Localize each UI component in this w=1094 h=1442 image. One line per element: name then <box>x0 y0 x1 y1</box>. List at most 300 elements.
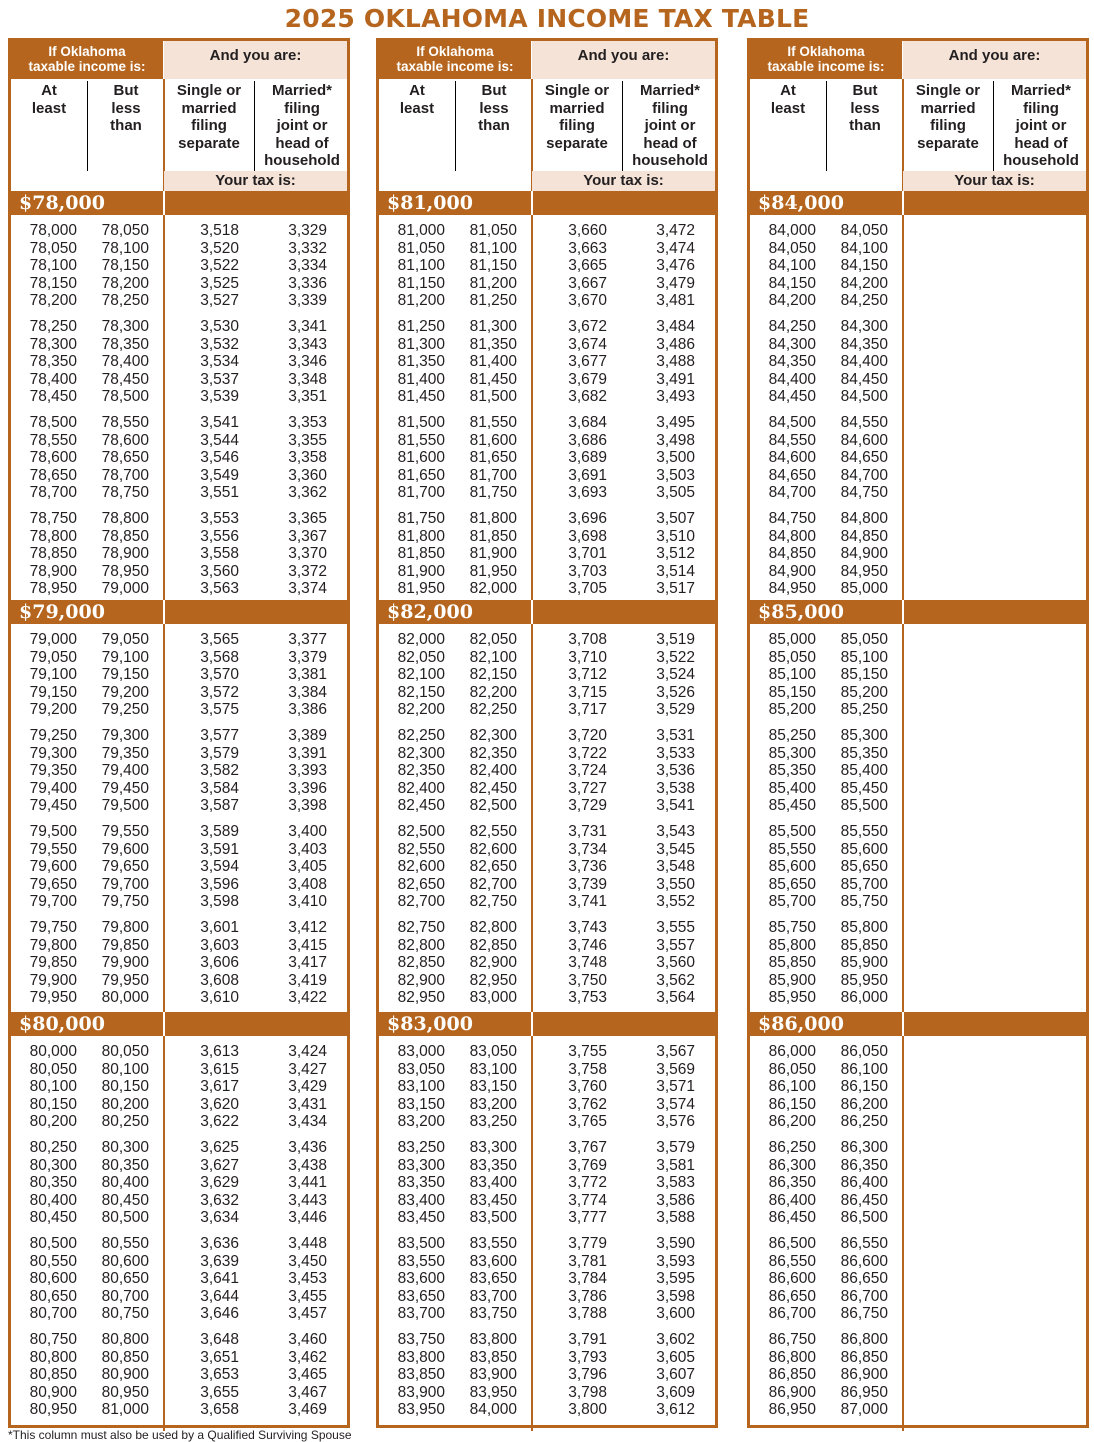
col-header-line: joint or <box>276 117 328 134</box>
but-less-than-cell: 85,200 <box>840 683 888 701</box>
married-tax-cell: 3,522 <box>656 648 695 666</box>
col-header-at-least <box>750 79 826 191</box>
table-row <box>379 545 715 563</box>
table-row <box>11 989 347 1007</box>
single-tax-cell: 3,786 <box>568 1287 607 1305</box>
at-least-cell: 82,650 <box>397 875 445 893</box>
but-less-than-cell: 85,000 <box>840 580 888 598</box>
at-least-cell: 80,150 <box>29 1095 77 1113</box>
income-band-label: $83,000 <box>387 1013 473 1035</box>
but-less-than-cell: 81,450 <box>469 370 517 388</box>
at-least-cell: 84,350 <box>768 353 816 371</box>
at-least-cell: 81,150 <box>397 274 445 292</box>
single-tax-cell: 3,527 <box>200 292 239 310</box>
single-tax-cell: 3,608 <box>200 971 239 989</box>
col-header-line: less <box>479 99 509 117</box>
header-divider <box>87 81 88 171</box>
table-row <box>379 1209 715 1227</box>
row-group <box>379 631 715 719</box>
at-least-cell: 81,600 <box>397 449 445 467</box>
but-less-than-cell: 79,300 <box>101 727 149 744</box>
but-less-than-cell: 84,200 <box>840 274 888 292</box>
at-least-cell: 78,600 <box>29 449 77 467</box>
col-header-line: married <box>920 99 976 117</box>
married-tax-cell: 3,400 <box>288 823 327 840</box>
at-least-cell: 86,300 <box>768 1156 816 1174</box>
table-row <box>11 449 347 467</box>
at-least-cell: 84,700 <box>768 484 816 502</box>
single-tax-cell: 3,625 <box>200 1139 239 1156</box>
single-tax-cell: 3,696 <box>568 510 607 527</box>
single-tax-cell: 3,722 <box>568 744 607 762</box>
at-least-cell: 79,200 <box>29 701 77 719</box>
row-group <box>11 1331 347 1419</box>
married-tax-cell: 3,526 <box>656 683 695 701</box>
table-row <box>11 371 347 389</box>
at-least-cell: 79,100 <box>29 666 77 684</box>
col-header-line: filing <box>1023 99 1059 117</box>
taxable-income-heading <box>11 41 163 79</box>
at-least-cell: 84,450 <box>768 388 816 406</box>
married-tax-cell: 3,334 <box>288 257 327 275</box>
but-less-than-cell: 85,400 <box>840 762 888 780</box>
table-row <box>11 528 347 546</box>
married-tax-cell: 3,381 <box>288 666 327 684</box>
income-band-label: $78,000 <box>19 192 105 214</box>
taxable-income-heading-line: If Oklahoma <box>416 44 494 59</box>
single-tax-cell: 3,684 <box>568 414 607 431</box>
header-divider <box>622 81 623 171</box>
at-least-cell: 83,550 <box>397 1252 445 1270</box>
but-less-than-cell: 85,050 <box>840 631 888 648</box>
table-row <box>750 1349 1086 1367</box>
at-least-cell: 79,050 <box>29 648 77 666</box>
married-tax-cell: 3,410 <box>288 893 327 911</box>
at-least-cell: 78,200 <box>29 292 77 310</box>
at-least-cell: 82,300 <box>397 744 445 762</box>
at-least-cell: 83,600 <box>397 1270 445 1288</box>
but-less-than-cell: 85,900 <box>840 954 888 972</box>
table-row <box>379 240 715 258</box>
at-least-cell: 81,100 <box>397 257 445 275</box>
at-least-cell: 85,850 <box>768 954 816 972</box>
but-less-than-cell: 81,350 <box>469 335 517 353</box>
married-tax-cell: 3,574 <box>656 1095 695 1113</box>
but-less-than-cell: 79,900 <box>101 954 149 972</box>
married-tax-cell: 3,415 <box>288 936 327 954</box>
table-row <box>379 745 715 763</box>
table-row <box>11 649 347 667</box>
single-tax-cell: 3,575 <box>200 701 239 719</box>
col-header-line: filing <box>559 117 595 134</box>
table-row <box>11 388 347 406</box>
table-row <box>379 580 715 598</box>
married-tax-cell: 3,329 <box>288 222 327 239</box>
single-tax-cell: 3,594 <box>200 858 239 876</box>
table-row <box>11 1349 347 1367</box>
at-least-cell: 84,400 <box>768 370 816 388</box>
at-least-cell: 84,250 <box>768 318 816 335</box>
but-less-than-cell: 80,550 <box>101 1235 149 1252</box>
single-tax-cell: 3,793 <box>568 1348 607 1366</box>
married-tax-cell: 3,484 <box>656 318 695 335</box>
page-title: 2025 OKLAHOMA INCOME TAX TABLE <box>284 4 810 33</box>
single-tax-cell: 3,715 <box>568 683 607 701</box>
married-tax-cell: 3,552 <box>656 893 695 911</box>
tax-table-panel <box>376 38 718 1428</box>
row-group <box>11 919 347 1007</box>
but-less-than-cell: 83,050 <box>469 1043 517 1060</box>
but-less-than-cell: 80,100 <box>101 1060 149 1078</box>
but-less-than-cell: 87,000 <box>840 1401 888 1419</box>
married-tax-cell: 3,569 <box>656 1060 695 1078</box>
at-least-cell: 83,500 <box>397 1235 445 1252</box>
table-row <box>11 1192 347 1210</box>
at-least-cell: 80,350 <box>29 1174 77 1192</box>
at-least-cell: 79,600 <box>29 858 77 876</box>
at-least-cell: 78,500 <box>29 414 77 431</box>
col-header-line: Single or <box>176 82 242 99</box>
married-tax-cell: 3,362 <box>288 484 327 502</box>
married-tax-cell: 3,581 <box>656 1156 695 1174</box>
but-less-than-cell: 86,450 <box>840 1191 888 1209</box>
married-tax-cell: 3,467 <box>288 1383 327 1401</box>
table-row <box>379 727 715 745</box>
table-header <box>11 41 347 191</box>
but-less-than-cell: 84,350 <box>840 335 888 353</box>
but-less-than-cell: 82,000 <box>469 580 517 598</box>
table-row <box>750 762 1086 780</box>
married-tax-cell: 3,446 <box>288 1209 327 1227</box>
single-tax-cell: 3,579 <box>200 744 239 762</box>
table-row <box>11 1384 347 1402</box>
at-least-cell: 79,950 <box>29 989 77 1007</box>
at-least-cell: 79,400 <box>29 779 77 797</box>
married-tax-cell: 3,403 <box>288 840 327 858</box>
but-less-than-cell: 83,900 <box>469 1366 517 1384</box>
single-tax-cell: 3,798 <box>568 1383 607 1401</box>
row-group <box>379 1139 715 1227</box>
but-less-than-cell: 81,850 <box>469 527 517 545</box>
married-tax-cell: 3,593 <box>656 1252 695 1270</box>
your-tax-heading: Your tax is: <box>532 171 715 191</box>
single-tax-cell: 3,615 <box>200 1060 239 1078</box>
single-tax-cell: 3,518 <box>200 222 239 239</box>
at-least-cell: 83,950 <box>397 1401 445 1419</box>
but-less-than-cell: 82,500 <box>469 797 517 815</box>
table-row <box>11 484 347 502</box>
but-less-than-cell: 86,750 <box>840 1305 888 1323</box>
but-less-than-cell: 81,600 <box>469 431 517 449</box>
but-less-than-cell: 80,350 <box>101 1156 149 1174</box>
at-least-cell: 83,400 <box>397 1191 445 1209</box>
but-less-than-cell: 85,750 <box>840 893 888 911</box>
table-row <box>379 954 715 972</box>
married-tax-cell: 3,367 <box>288 527 327 545</box>
but-less-than-cell: 84,700 <box>840 466 888 484</box>
but-less-than-cell: 80,600 <box>101 1252 149 1270</box>
table-row <box>750 1270 1086 1288</box>
single-tax-cell: 3,610 <box>200 989 239 1007</box>
col-header-line: But <box>113 82 139 99</box>
col-header-line: head of <box>275 134 329 152</box>
at-least-cell: 78,050 <box>29 239 77 257</box>
single-tax-cell: 3,660 <box>568 222 607 239</box>
but-less-than-cell: 84,650 <box>840 449 888 467</box>
table-row <box>750 1078 1086 1096</box>
married-tax-cell: 3,543 <box>656 823 695 840</box>
table-row <box>750 414 1086 432</box>
income-band-label: $80,000 <box>19 1013 105 1035</box>
married-tax-cell: 3,481 <box>656 292 695 310</box>
col-header-line: separate <box>546 134 608 152</box>
at-least-cell: 80,000 <box>29 1043 77 1060</box>
taxable-income-heading-line: If Oklahoma <box>787 44 865 59</box>
married-tax-cell: 3,353 <box>288 414 327 431</box>
single-tax-cell: 3,539 <box>200 388 239 406</box>
but-less-than-cell: 78,200 <box>101 274 149 292</box>
tax-table-panel <box>8 38 350 1428</box>
table-row <box>11 631 347 649</box>
table-row <box>379 432 715 450</box>
single-tax-cell: 3,601 <box>200 919 239 936</box>
but-less-than-cell: 82,950 <box>469 971 517 989</box>
table-row <box>750 989 1086 1007</box>
single-tax-cell: 3,551 <box>200 484 239 502</box>
table-row <box>750 919 1086 937</box>
at-least-cell: 79,450 <box>29 797 77 815</box>
at-least-cell: 80,900 <box>29 1383 77 1401</box>
at-least-cell: 83,250 <box>397 1139 445 1156</box>
at-least-cell: 82,500 <box>397 823 445 840</box>
at-least-cell: 83,300 <box>397 1156 445 1174</box>
col-header-line: Married* <box>271 82 333 99</box>
row-group <box>11 318 347 406</box>
row-group <box>11 414 347 502</box>
col-header-line: filing <box>191 117 227 134</box>
col-header-line: joint or <box>1015 117 1067 134</box>
table-row <box>11 432 347 450</box>
table-row <box>379 1174 715 1192</box>
married-tax-cell: 3,605 <box>656 1348 695 1366</box>
but-less-than-cell: 81,500 <box>469 388 517 406</box>
married-tax-cell: 3,348 <box>288 370 327 388</box>
but-less-than-cell: 82,800 <box>469 919 517 936</box>
but-less-than-cell: 82,750 <box>469 893 517 911</box>
table-row <box>11 1139 347 1157</box>
single-tax-cell: 3,544 <box>200 431 239 449</box>
table-row <box>379 1139 715 1157</box>
married-tax-cell: 3,379 <box>288 648 327 666</box>
single-tax-cell: 3,563 <box>200 580 239 598</box>
table-row <box>11 467 347 485</box>
single-tax-cell: 3,606 <box>200 954 239 972</box>
at-least-cell: 82,000 <box>397 631 445 648</box>
married-tax-cell: 3,479 <box>656 274 695 292</box>
but-less-than-cell: 80,500 <box>101 1209 149 1227</box>
but-less-than-cell: 82,150 <box>469 666 517 684</box>
but-less-than-cell: 83,500 <box>469 1209 517 1227</box>
table-row <box>379 484 715 502</box>
married-tax-cell: 3,529 <box>656 701 695 719</box>
table-row <box>11 1043 347 1061</box>
single-tax-cell: 3,674 <box>568 335 607 353</box>
row-group <box>11 631 347 719</box>
table-row <box>750 1288 1086 1306</box>
single-tax-cell: 3,622 <box>200 1113 239 1131</box>
table-row <box>750 1305 1086 1323</box>
col-header-line: But <box>481 82 507 99</box>
married-tax-cell: 3,495 <box>656 414 695 431</box>
table-row <box>11 1401 347 1419</box>
but-less-than-cell: 86,500 <box>840 1209 888 1227</box>
single-tax-cell: 3,520 <box>200 239 239 257</box>
table-row <box>379 1061 715 1079</box>
single-tax-cell: 3,791 <box>568 1331 607 1348</box>
married-tax-cell: 3,562 <box>656 971 695 989</box>
table-row <box>11 1096 347 1114</box>
at-least-cell: 83,650 <box>397 1287 445 1305</box>
married-tax-cell: 3,536 <box>656 762 695 780</box>
but-less-than-cell: 81,550 <box>469 414 517 431</box>
table-row <box>11 1113 347 1131</box>
table-row <box>750 222 1086 240</box>
single-tax-cell: 3,651 <box>200 1348 239 1366</box>
table-row <box>379 467 715 485</box>
at-least-cell: 81,750 <box>397 510 445 527</box>
but-less-than-cell: 85,100 <box>840 648 888 666</box>
married-tax-cell: 3,598 <box>656 1287 695 1305</box>
but-less-than-cell: 83,400 <box>469 1174 517 1192</box>
married-tax-cell: 3,419 <box>288 971 327 989</box>
married-tax-cell: 3,436 <box>288 1139 327 1156</box>
table-row <box>750 1366 1086 1384</box>
single-tax-cell: 3,729 <box>568 797 607 815</box>
income-band-label: $81,000 <box>387 192 473 214</box>
but-less-than-cell: 78,650 <box>101 449 149 467</box>
married-tax-cell: 3,391 <box>288 744 327 762</box>
at-least-cell: 82,450 <box>397 797 445 815</box>
income-band-header <box>750 600 1086 624</box>
table-row <box>379 972 715 990</box>
at-least-cell: 78,400 <box>29 370 77 388</box>
at-least-cell: 85,150 <box>768 683 816 701</box>
table-row <box>11 1270 347 1288</box>
at-least-cell: 85,950 <box>768 989 816 1007</box>
header-divider <box>455 81 456 171</box>
table-row <box>379 257 715 275</box>
but-less-than-cell: 78,550 <box>101 414 149 431</box>
band-divider <box>902 600 904 624</box>
married-tax-cell: 3,595 <box>656 1270 695 1288</box>
col-header-line: head of <box>643 134 697 152</box>
single-tax-cell: 3,560 <box>200 562 239 580</box>
married-tax-cell: 3,510 <box>656 527 695 545</box>
table-row <box>11 353 347 371</box>
married-tax-cell: 3,398 <box>288 797 327 815</box>
but-less-than-cell: 86,650 <box>840 1270 888 1288</box>
at-least-cell: 80,500 <box>29 1235 77 1252</box>
at-least-cell: 85,700 <box>768 893 816 911</box>
at-least-cell: 86,200 <box>768 1113 816 1131</box>
col-header-line: than <box>110 117 142 134</box>
single-tax-cell: 3,632 <box>200 1191 239 1209</box>
but-less-than-cell: 78,750 <box>101 484 149 502</box>
at-least-cell: 85,050 <box>768 648 816 666</box>
at-least-cell: 81,450 <box>397 388 445 406</box>
single-tax-cell: 3,653 <box>200 1366 239 1384</box>
at-least-cell: 80,850 <box>29 1366 77 1384</box>
single-tax-cell: 3,755 <box>568 1043 607 1060</box>
single-tax-cell: 3,741 <box>568 893 607 911</box>
at-least-cell: 86,400 <box>768 1191 816 1209</box>
table-row <box>750 745 1086 763</box>
at-least-cell: 82,600 <box>397 858 445 876</box>
single-tax-cell: 3,724 <box>568 762 607 780</box>
table-row <box>750 318 1086 336</box>
married-tax-cell: 3,557 <box>656 936 695 954</box>
table-row <box>11 797 347 815</box>
row-group <box>379 318 715 406</box>
at-least-cell: 86,050 <box>768 1060 816 1078</box>
married-tax-cell: 3,474 <box>656 239 695 257</box>
single-tax-cell: 3,558 <box>200 545 239 563</box>
single-tax-cell: 3,598 <box>200 893 239 911</box>
income-band-header <box>379 600 715 624</box>
but-less-than-cell: 84,750 <box>840 484 888 502</box>
at-least-cell: 84,650 <box>768 466 816 484</box>
but-less-than-cell: 84,300 <box>840 318 888 335</box>
at-least-cell: 82,850 <box>397 954 445 972</box>
col-header-line: separate <box>917 134 979 152</box>
but-less-than-cell: 79,750 <box>101 893 149 911</box>
at-least-cell: 86,000 <box>768 1043 816 1060</box>
at-least-cell: 84,150 <box>768 274 816 292</box>
but-less-than-cell: 79,200 <box>101 683 149 701</box>
but-less-than-cell: 86,250 <box>840 1113 888 1131</box>
col-header-line: least <box>770 99 806 117</box>
table-row <box>750 1235 1086 1253</box>
table-row <box>750 292 1086 310</box>
but-less-than-cell: 86,700 <box>840 1287 888 1305</box>
single-tax-cell: 3,758 <box>568 1060 607 1078</box>
table-row <box>379 292 715 310</box>
single-tax-cell: 3,639 <box>200 1252 239 1270</box>
married-tax-cell: 3,472 <box>656 222 695 239</box>
at-least-cell: 78,150 <box>29 274 77 292</box>
at-least-cell: 83,150 <box>397 1095 445 1113</box>
table-row <box>11 762 347 780</box>
single-tax-cell: 3,634 <box>200 1209 239 1227</box>
but-less-than-cell: 80,050 <box>101 1043 149 1060</box>
but-less-than-cell: 78,150 <box>101 257 149 275</box>
row-group <box>750 1139 1086 1227</box>
col-header-at-least <box>379 79 455 191</box>
col-header-line: separate <box>178 134 240 152</box>
at-least-cell: 85,550 <box>768 840 816 858</box>
table-row <box>11 919 347 937</box>
married-tax-cell: 3,503 <box>656 466 695 484</box>
but-less-than-cell: 84,500 <box>840 388 888 406</box>
but-less-than-cell: 84,600 <box>840 431 888 449</box>
but-less-than-cell: 84,800 <box>840 510 888 527</box>
married-tax-cell: 3,457 <box>288 1305 327 1323</box>
married-tax-cell: 3,465 <box>288 1366 327 1384</box>
single-tax-cell: 3,677 <box>568 353 607 371</box>
at-least-cell: 81,400 <box>397 370 445 388</box>
col-header-line: than <box>478 117 510 134</box>
but-less-than-cell: 82,200 <box>469 683 517 701</box>
